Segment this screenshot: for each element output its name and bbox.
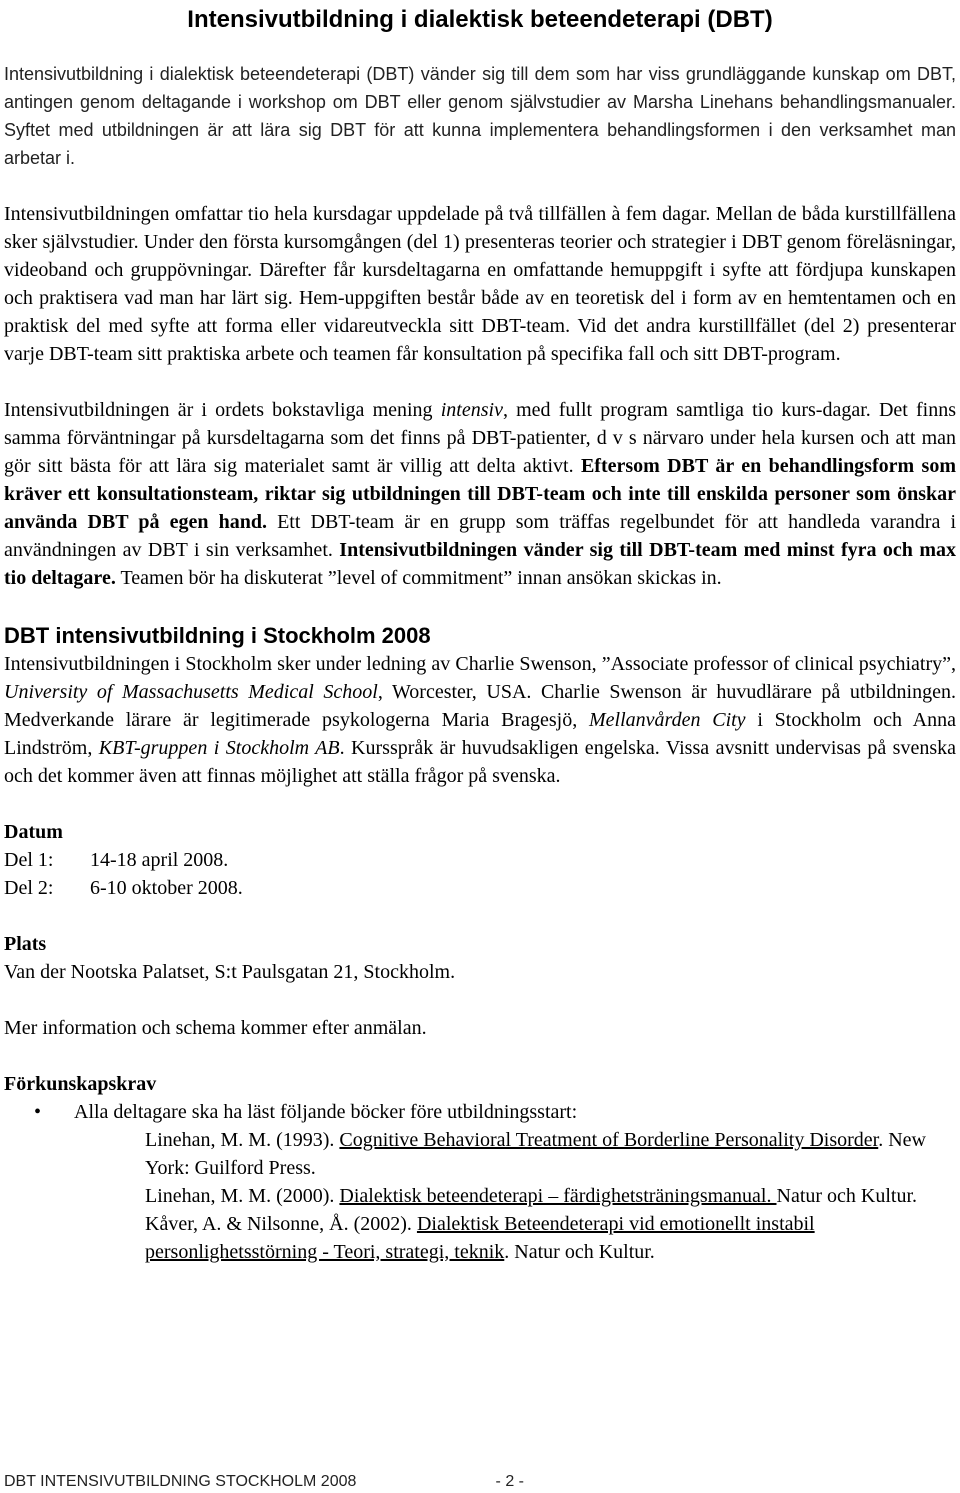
prerequisite-list — [4, 1098, 956, 1126]
page-footer — [4, 1473, 524, 1491]
italic-kbt-gruppen: KBT-gruppen i Stockholm AB — [98, 737, 340, 759]
footer-title: DBT INTENSIVUTBILDNING STOCKHOLM 2008 — [4, 1473, 357, 1490]
text-span: Kåver, A. & Nilsonne, Å. (2002). — [145, 1213, 417, 1235]
italic-intensiv: intensiv — [440, 399, 503, 421]
text-span: Natur och Kultur. — [776, 1185, 918, 1207]
text-span: Linehan, M. M. (1993). — [145, 1129, 340, 1151]
date-row-del1 — [4, 846, 956, 874]
date-label: Del 2: — [4, 877, 54, 899]
italic-university: University of Massachusetts Medical School — [4, 681, 378, 703]
info-paragraph: Mer information och schema kommer efter anmälan. — [4, 1017, 427, 1039]
text-span: . New York: Guilford Press. — [145, 1129, 926, 1179]
text-span: Ett DBT-team är en grupp som träffas regelbundet för att handleda varandra i användningen av DBT i sin verksamhet. — [4, 511, 957, 561]
bullet-icon: • — [34, 1101, 42, 1123]
page-title: Intensivutbildning i dialektisk beteendeterapi (DBT) — [187, 6, 773, 33]
date-value: 6-10 oktober 2008. — [90, 877, 243, 899]
reference-item — [145, 1210, 950, 1266]
date-label: Del 1: — [4, 849, 54, 871]
text-span: i Stockholm och Anna Lindström, — [4, 709, 956, 759]
document-page — [4, 0, 956, 1266]
intro-paragraph-2: Intensivutbildningen omfattar tio hela kursdagar uppdelade på två tillfällen à fem dagar. Mellan de båda kurstillfällena sker självstudier. Under den första kursomgången (del 1) presenteras teorier och strategier i DBT genom föreläsningar, videoband och gruppövningar. Därefter får kursdeltagarna en omfattande hemuppgift i syfte att fördjupa kunskapen och praktisera vad man har lärt sig. Hem-uppgiften består både av en teoretisk del i form av en hemtentamen och en praktisk del med syfte att forma eller vidareutveckla sitt DBT-team. Vid det andra kurstillfället (del 2) presenterar varje DBT-team sitt praktiska arbete och teamen får konsultation på specifika fall och sitt DBT-program. — [4, 203, 956, 365]
text-span: Linehan, M. M. (2000). — [145, 1185, 340, 1207]
date-value: 14-18 april 2008. — [90, 849, 229, 871]
intro-paragraph-1: Intensivutbildning i dialektisk beteendeterapi (DBT) vänder sig till dem som har viss grundläggande kunskap om DBT, antingen genom deltagande i workshop om DBT eller genom självstudier av Marsha Linehans behandlingsmanualer. Syftet med utbildningen är att lära sig DBT för att kunna implementera behandlingsformen i den verksamhet man arbetar i. — [4, 64, 956, 168]
stockholm-paragraph — [4, 650, 956, 790]
reference-list — [145, 1126, 950, 1266]
date-row-del2 — [4, 874, 956, 902]
italic-mellanvarden: Mellanvården City — [589, 709, 746, 731]
text-span: , Worcester, USA. Charlie Swenson är huvudlärare på utbildningen. Medverkande lärare är legitimerade psykologerna Maria Bragesjö, — [4, 681, 956, 731]
text-span: Teamen bör ha diskuterat ”level of commitment” innan ansökan skickas in. — [115, 567, 722, 589]
reference-title: Dialektisk Beteendeterapi vid emotionellt instabil personlighetsstörning - Teori, strategi, teknik — [145, 1213, 815, 1263]
reference-item — [145, 1126, 950, 1182]
text-span: . Natur och Kultur. — [504, 1241, 655, 1263]
reference-title: Cognitive Behavioral Treatment of Borderline Personality Disorder — [339, 1129, 879, 1151]
intro-paragraph-3 — [4, 396, 956, 592]
bold-statement-size: Intensivutbildningen vänder sig till DBT-team med minst fyra och max tio deltagare. — [4, 539, 956, 589]
section-heading-plats: Plats — [4, 933, 47, 955]
text-span: . Kursspråk är huvudsakligen engelska. Vissa avsnitt undervisas på svenska och det kommer även att finnas möjlighet att ställa frågor på svenska. — [4, 737, 956, 787]
list-item — [4, 1098, 956, 1126]
reference-title: Dialektisk beteendeterapi – färdighetsträningsmanual. — [339, 1185, 777, 1207]
text-span: Intensivutbildningen är i ordets bokstavliga mening — [4, 399, 441, 421]
plats-value: Van der Nootska Palatset, S:t Paulsgatan 21, Stockholm. — [4, 961, 456, 983]
reference-item — [145, 1182, 950, 1210]
bullet-text: Alla deltagare ska ha läst följande böcker före utbildningsstart: — [74, 1101, 578, 1123]
text-span: , med fullt program samtliga tio kurs-dagar. Det finns samma förväntningar på kursdeltagarna som det finns på DBT-patienter, d v s närvaro under hela kursen och att man gör sitt bästa för att lära sig materialet samt är villig att delta aktivt. — [4, 399, 956, 477]
section-heading-stockholm: DBT intensivutbildning i Stockholm 2008 — [4, 623, 431, 648]
section-heading-forkunskapskrav: Förkunskapskrav — [4, 1073, 157, 1095]
section-heading-datum: Datum — [4, 821, 63, 843]
text-span: Intensivutbildningen i Stockholm sker under ledning av Charlie Swenson, ”Associate professor of clinical psychiatry”, — [4, 653, 956, 675]
bold-statement-team: Eftersom DBT är en behandlingsform som kräver ett konsultationsteam, riktar sig utbildningen till DBT-team och inte till enskilda personer som önskar använda DBT på egen hand. — [4, 455, 956, 533]
page-number: - 2 - — [495, 1473, 524, 1490]
